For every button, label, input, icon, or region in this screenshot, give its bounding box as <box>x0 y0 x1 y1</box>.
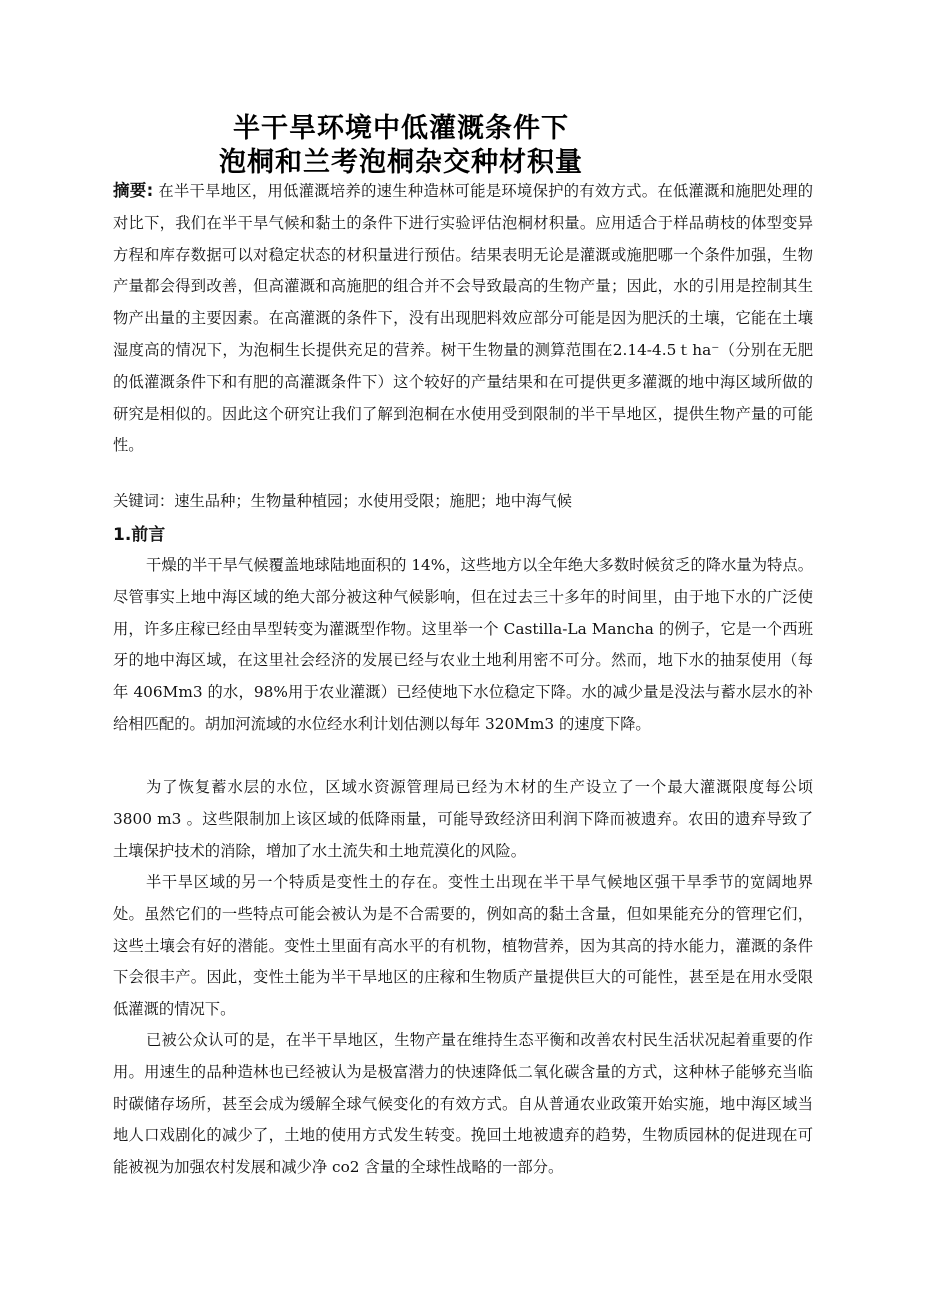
title-line-2: 泡桐和兰考泡桐杂交种材积量 <box>219 147 583 178</box>
intro-paragraph-3: 半干旱区域的另一个特质是变性土的存在。变性土出现在半干旱气候地区强干旱季节的宽阔地界处。虽然它们的一些特点可能会被认为是不合需要的，例如高的黏土含量，但如果能充分的管理它们，这些土壤会有好的潜能。变性土里面有高水平的有机物，植物营养，因为其高的持水能力，灌溉的条件下会很丰产。因此，变性土能为半干旱地区的庄稼和生物质产量提供巨大的可能性，甚至是在用水受限低灌溉的情况下。 <box>113 873 813 1019</box>
intro-paragraph-1: 干燥的半干旱气候覆盖地球陆地面积的 14%，这些地方以全年绝大多数时候贫乏的降水量为特点。尽管事实上地中海区域的绝大部分被这种气候影响，但在过去三十多年的时间里，由于地下水的广泛使用，许多庄稼已经由旱型转变为灌溉型作物。这里举一个 Castilla-La Mancha 的例子，它是一个西班牙的地中海区域，在这里社会经济的发展已经与农业土地利用密不可分。然而，地下水的抽泵使用（每年 406Mm3 的水，98%用于农业灌溉）已经使地下水位稳定下降。水的减少量是没法与蓄水层水的补给相匹配的。胡加河流域的水位经水利计划估测以每年 320Mm3 的速度下降。 <box>113 556 813 733</box>
abstract-paragraph <box>113 175 813 462</box>
intro-paragraph-4: 已被公众认可的是，在半干旱地区，生物产量在维持生态平衡和改善农村民生活状况起着重要的作用。用速生的品种造林也已经被认为是极富潜力的快速降低二氧化碳含量的方式，这种林子能够充当临时碳储存场所，甚至会成为缓解全球气候变化的有效方式。自从普通农业政策开始实施，地中海区域当地人口戏剧化的减少了，土地的使用方式发生转变。挽回土地被遗弃的趋势，生物质园林的促进现在可能被视为加强农村发展和减少净 co2 含量的全球性战略的一部分。 <box>113 1031 813 1177</box>
section-heading-introduction: 1.前言 <box>113 525 166 545</box>
keywords-line: 关键词：速生品种；生物量种植园；水使用受限；施肥；地中海气候 <box>113 492 572 510</box>
abstract-text: 在半干旱地区，用低灌溉培养的速生种造林可能是环境保护的有效方式。在低灌溉和施肥处理的对比下，我们在半干旱气候和黏土的条件下进行实验评估泡桐材积量。应用适合于样品萌枝的体型变异方程和库存数据可以对稳定状态的材积量进行预估。结果表明无论是灌溉或施肥哪一个条件加强，生物产量都会得到改善，但高灌溉和高施肥的组合并不会导致最高的生物产量；因此，水的引用是控制其生物产出量的主要因素。在高灌溉的条件下，没有出现肥料效应部分可能是因为肥沃的土壤，它能在土壤湿度高的情况下，为泡桐生长提供充足的营养。树干生物量的测算范围在2.14-4.5ｔha⁻（分别在无肥的低灌溉条件下和有肥的高灌溉条件下）这个较好的产量结果和在可提供更多灌溉的地中海区域所做的研究是相似的。因此这个研究让我们了解到泡桐在水使用受到限制的半干旱地区，提供生物产量的可能性。 <box>113 182 813 455</box>
title-line-1: 半干旱环境中低灌溉条件下 <box>233 113 569 144</box>
intro-paragraph-2: 为了恢复蓄水层的水位，区域水资源管理局已经为木材的生产设立了一个最大灌溉限度每公顷 3800 m3 。这些限制加上该区域的低降雨量，可能导致经济田利润下降而被遗弃。农田的遗弃导致了土壤保护技术的消除，增加了水土流失和土地荒漠化的风险。 <box>113 778 813 860</box>
abstract-label: 摘要 <box>113 181 147 200</box>
abstract-colon: : <box>146 181 154 200</box>
